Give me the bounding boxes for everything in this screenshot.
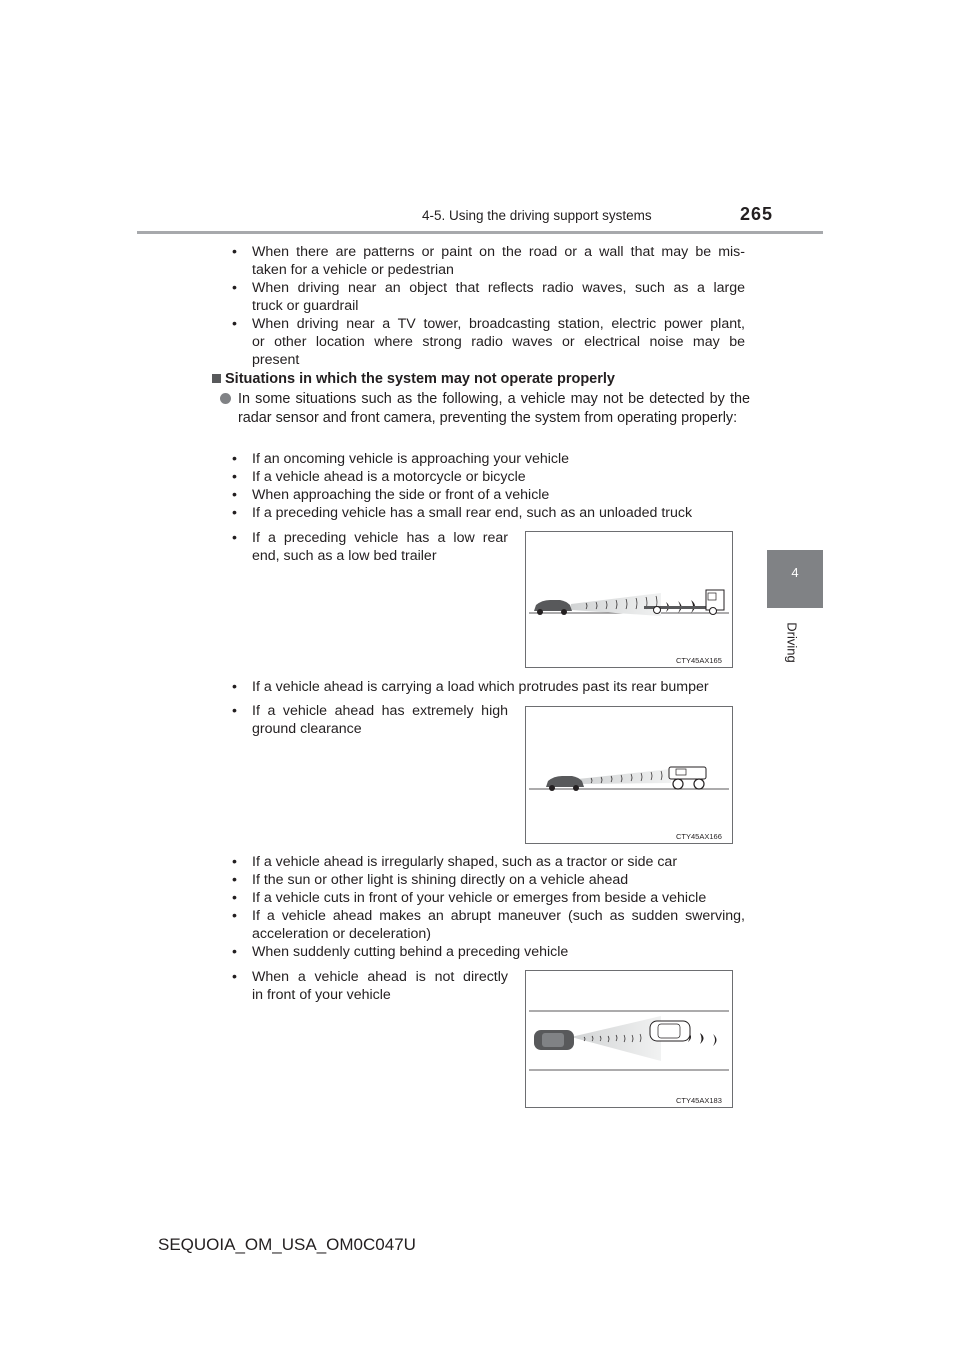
list-item-line: or other location where strong radio waves or electrical noise may be [252,334,745,350]
chapter-number: 4 [791,565,799,580]
circle-bullet-icon [220,393,231,404]
list-item: • When driving near a TV tower, broadcasting station, electric power plant, or other location where strong radio waves or electrical noise may be present [232,316,745,368]
section-intro: In some situations such as the following, a vehicle may not be detected by the radar sensor and front camera, preventing the system from operating properly: [222,390,750,427]
list-item-line: When there are patterns or paint on the road or a wall that may be mis- [252,244,745,260]
illustration-top-view [526,971,732,1107]
figure-code: CTY45AX183 [676,1096,722,1105]
section-title: 4-5. Using the driving support systems [422,208,652,223]
figure-low-bed-trailer [525,531,733,668]
list-item-line: present [252,352,300,368]
list-item: • If a preceding vehicle has a low rear end, such as a low bed trailer [232,530,508,564]
list-item-line: When driving near a TV tower, broadcasting station, electric power plant, [252,316,745,332]
list-item-line: When driving near an object that reflects radio waves, such as a large [252,280,745,296]
figure-code: CTY45AX165 [676,656,722,665]
list-item: • When there are patterns or paint on the road or a wall that may be mis- taken for a vehicle or pedestrian [232,244,745,278]
list-item-line: truck or guardrail [252,298,359,314]
document-code: SEQUOIA_OM_USA_OM0C047U [158,1235,416,1254]
illustration-low-trailer [526,532,732,667]
figure-offset-vehicle [525,970,733,1108]
illustration-high-clearance-vehicle [526,707,732,843]
list-item: • If a vehicle ahead has extremely high ground clearance [232,703,508,737]
list-item: • When driving near an object that reflects radio waves, such as a large truck or guardrail [232,280,745,314]
section-heading: Situations in which the system may not operate properly [212,371,615,387]
header-divider [137,231,823,234]
chapter-label: Driving [784,622,800,663]
list-item-line: taken for a vehicle or pedestrian [252,262,454,278]
figure-code: CTY45AX166 [676,832,722,841]
list-item: • When a vehicle ahead is not directly in front of your vehicle [232,969,508,1003]
page-number: 265 [740,204,774,224]
square-bullet-icon [212,374,221,383]
figure-high-clearance [525,706,733,844]
list-item: • If a vehicle ahead makes an abrupt maneuver (such as sudden swerving, acceleration or deceleration) [232,908,745,942]
